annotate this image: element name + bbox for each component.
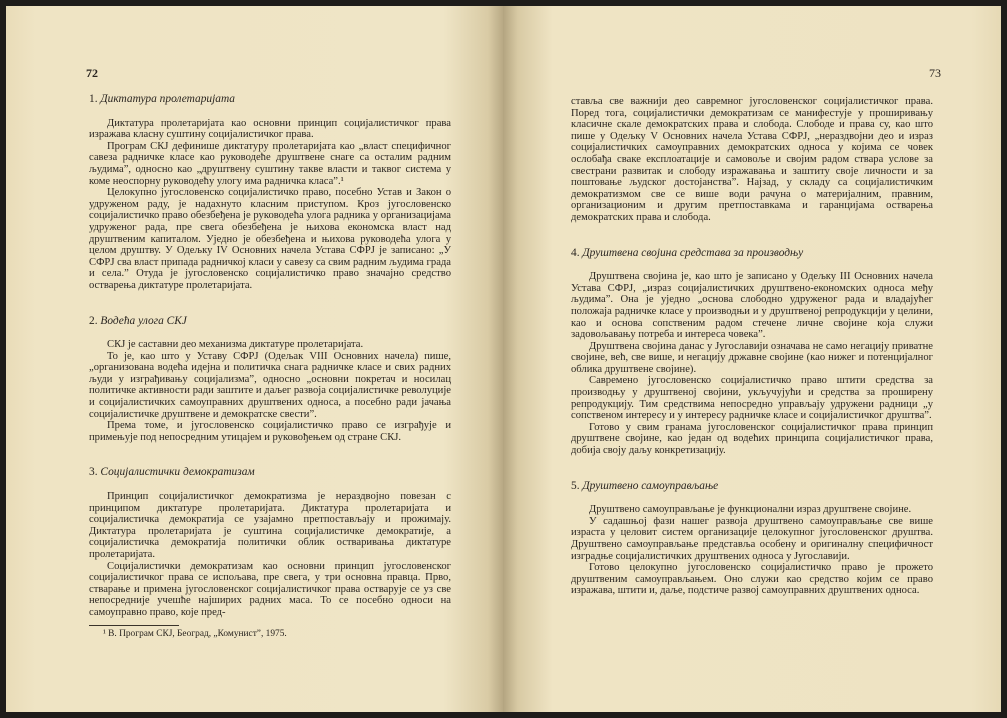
section-heading bbox=[571, 481, 933, 493]
paragraph: ставља све важнији део савремног југословенског социјалистичког права. Поред тога, социјалистички демократизам се манифестује у проширивању класичне скале демократских права и слобода. Слободе и права су, као што пише у Одељку V Основних начела Устава СФРЈ, „нераздвојни део и израз социјалистичких самоуправних демократских односа у којима се човек ослобађа сваке експлоатације и самовоље и својим радом ствара услове за свестрани развитак и слободу изражавања и заштиту своје личности и за поштовање људског достојанства”. Најзад, у складу са социјалистичким демократизмом све се више води рачуна о материјалним, правним, организационим и другим претпоставкама и гаранцијама остварења демократских права и слобода. bbox=[571, 96, 933, 223]
page-number: 73 bbox=[929, 66, 941, 80]
section-heading bbox=[571, 248, 933, 260]
section-heading bbox=[89, 467, 451, 479]
paragraph: СКЈ је саставни део механизма диктатуре пролетаријата. bbox=[107, 339, 364, 351]
paragraph: Друштвено самоуправљање је функционални израз друштвене својине. bbox=[589, 504, 912, 516]
right-page bbox=[503, 6, 1001, 712]
section-number: 1. bbox=[89, 93, 98, 105]
section-title: Социјалистички демократизам bbox=[100, 466, 255, 479]
section-heading bbox=[89, 94, 451, 106]
book-spread bbox=[6, 6, 1001, 712]
paragraph: Готово у свим гранама југословенског социјалистичког права принцип друштвене својине, као један од водећих принципа социјалистичког права, добија своју даљу конкретизацију. bbox=[571, 421, 933, 457]
paragraph: То је, као што у Уставу СФРЈ (Одељак VIII Основних начела) пише, „организована водећа идејна и политичка снага радничке класе и свих радних људи у изграђивању социјализма”, односно „основни покретач и носилац политичке активности ради заштите и даљег развоја социјалистичке револуције и социјалистичких самоуправних друштвених односа, а посебно ради јачања социјалистичке друштвене и демократске свести”. bbox=[89, 350, 451, 420]
right-page-text bbox=[571, 96, 933, 597]
paragraph: Диктатура пролетаријата као основни принцип социјалистичког права изражава класну суштину социјалистичког права. bbox=[89, 117, 451, 141]
footnote: ¹ В. Програм СКЈ, Београд, „Комунист”, 1975. bbox=[103, 628, 287, 639]
section-title: Друштвена својина средстава за производњу bbox=[582, 246, 804, 259]
section-number: 2. bbox=[89, 314, 98, 327]
section-title: Друштвено самоуправљање bbox=[582, 479, 719, 492]
paragraph: Према томе, и југословенско социјалистичко право се изграђује и примењује под непосредним утицајем и руковођењем од стране СКЈ. bbox=[89, 420, 451, 443]
paragraph: Готово целокупно југословенско социјалистичко право је прожето друштвеним самоуправљањем. Оно служи као средство којим се право изражава, штити и, даље, подстиче развој самоуправних друштвених односа. bbox=[571, 562, 933, 597]
section-heading bbox=[89, 316, 451, 328]
section-title: Диктатура пролетаријата bbox=[100, 93, 236, 105]
page-number: 72 bbox=[86, 66, 98, 80]
paragraph: Програм СКЈ дефинише диктатуру пролетаријата као „власт специфичног савеза радничке класе као руководеће друштвене снаге са осталим радним људима”, односно као „друштвену суштину такве власти и таквог система у коме неоспорну руководећу улогу има радничка класа”.¹ bbox=[89, 140, 451, 187]
paragraph: Целокупно југословенско социјалистичко право, посебно Устав и Закон о удруженом раду, је надахнуто класним приступом. Кроз југословенско социјалистичко право обезбеђена је руководећа улога радника у организацијама удруженог рада, пре свега обезбеђена је њихова економска власт над друштвеним капиталом. Уједно је обезбеђена и њихова руководећа улога у целом друштву. У Одељку IV Основних начела Устава СФРЈ је записано: „У СФРЈ сва власт припада радничкој класи у савезу са свим радним људима града и села.” Отуда је југословенско социјалистичко право значајно средство остварења диктатуре пролетаријата. bbox=[89, 187, 451, 291]
paragraph: Друштвена својина данас у Југославији означава не само негацију приватне својине, већ, све више, и негацију државне својине (као нижег и потенцијалног облика друштвене својине). bbox=[571, 340, 933, 375]
paragraph: Принцип социјалистичког демократизма је нераздвојно повезан с принципом диктатуре пролетаријата. Диктатура пролетаријата и социјалистичка демократија се узајамно претпостављају и прожимају. Диктатура пролетаријата је суштина социјалистичке демократије, а социјалистичка демократија политички облик остваривања диктатуре пролетаријата. bbox=[89, 491, 451, 560]
section-number: 5. bbox=[571, 479, 580, 492]
paragraph: Савремено југословенско социјалистичко право штити средства за производњу у друштвеној својини, укључујући и средства за проширену репродукцију. Тим средствима непосредно управљају удружени радници „у сопственом интересу и у интересу радничке класе и социјалистичког друштва”. bbox=[571, 375, 933, 422]
left-page-text bbox=[89, 94, 451, 640]
section-title: Водећа улога СКЈ bbox=[100, 314, 187, 327]
footnote-rule bbox=[89, 625, 179, 626]
section-number: 4. bbox=[571, 246, 580, 259]
paragraph: Социјалистички демократизам као основни принцип југословенског социјалистичког права се испољава, пре свега, у три основна правца. Прво, стварање и примена југословенског социјалистичког права остварује се уз све непосредније учешће најширих радних маса. То се посебно односи на самоуправно право, које пред- bbox=[89, 560, 451, 618]
paragraph: У садашњој фази нашег развоја друштвено самоуправљање све више израста у целовит систем организације целокупног југословенског друштва. Друштвено самоуправљање представља особену и оригиналну специфичност изградње социјалистичких друштвених односа у Југославији. bbox=[571, 515, 933, 562]
paragraph: Друштвена својина је, као што је записано у Одељку III Основних начела Устава СФРЈ, „израз социјалистичких друштвено-економских односа међу људима”. Она је уједно „основа слободно удруженог рада и владајућег положаја радничке класе у производњи и у друштвеној репродукцији у целини, као и основа сопственим радом стечене личне својине која служи задовољавању потреба и интереса човека”. bbox=[571, 271, 933, 341]
left-page bbox=[6, 6, 503, 712]
section-number: 3. bbox=[89, 466, 98, 479]
